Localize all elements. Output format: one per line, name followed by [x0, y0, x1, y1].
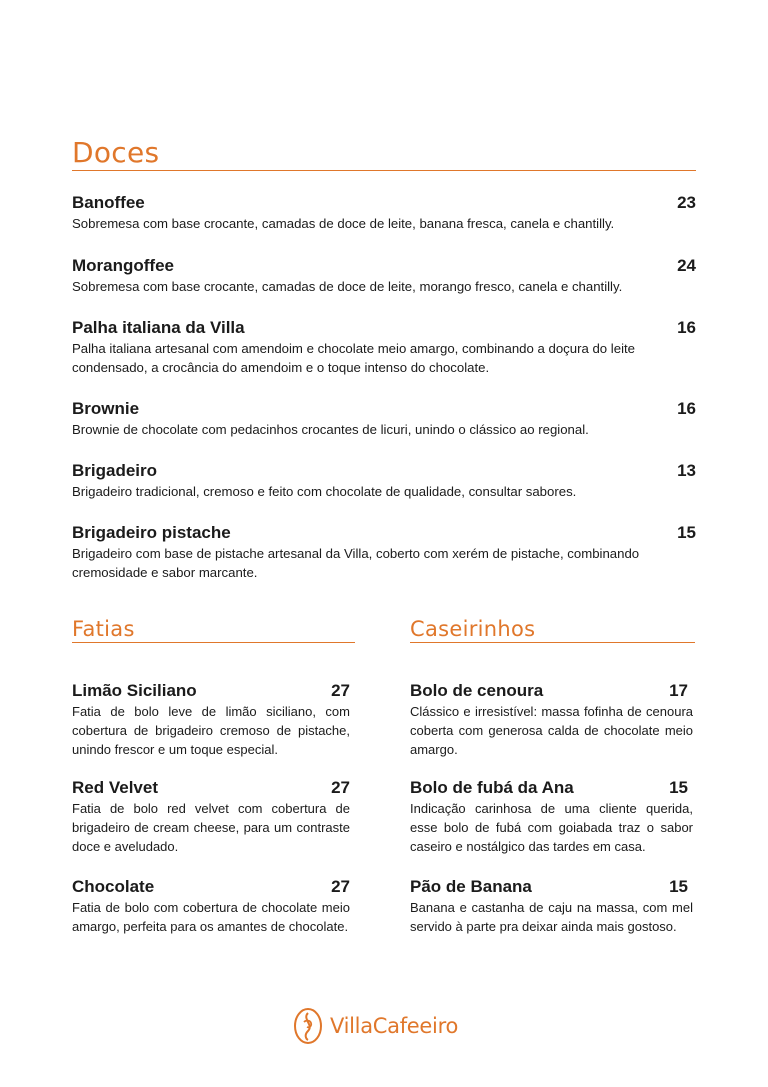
item-name: Limão Siciliano [72, 681, 197, 700]
item-name: Red Velvet [72, 778, 158, 797]
villa-cafeeiro-logo [292, 1006, 458, 1046]
item-price: 27 [331, 877, 350, 896]
menu-item [72, 876, 350, 936]
item-price: 27 [331, 778, 350, 797]
item-name: Bolo de cenoura [410, 681, 544, 700]
menu-item [72, 317, 696, 377]
item-name: Banoffee [72, 193, 145, 212]
menu-item [72, 680, 350, 759]
item-description: Clássico e irresistível: massa fofinha de cenoura coberta com generosa calda de chocolate meio amargo. [410, 704, 693, 757]
item-price: 15 [669, 778, 688, 797]
section-title-doces: Doces [72, 138, 696, 171]
menu-item [410, 777, 693, 856]
coffee-bean-icon [292, 1007, 324, 1045]
item-price: 27 [331, 681, 350, 700]
menu-item [72, 255, 696, 296]
item-description: Sobremesa com base crocante, camadas de doce de leite, morango fresco, canela e chantilly. [72, 279, 623, 294]
item-name: Brigadeiro [72, 461, 158, 480]
item-price: 15 [669, 877, 688, 896]
item-price: 15 [677, 523, 696, 542]
menu-item [72, 460, 696, 501]
item-description: Fatia de bolo com cobertura de chocolate meio amargo, perfeita para os amantes de chocolate. [72, 900, 350, 934]
item-description: Sobremesa com base crocante, camadas de doce de leite, banana fresca, canela e chantilly. [72, 216, 615, 231]
item-price: 24 [677, 256, 696, 275]
item-price: 17 [669, 681, 688, 700]
item-name: Chocolate [72, 877, 155, 896]
item-description: Banana e castanha de caju na massa, com mel servido à parte pra deixar ainda mais gostoso. [410, 900, 693, 934]
section-title-fatias: Fatias [72, 617, 355, 643]
menu-item [72, 398, 696, 439]
menu-item [72, 777, 350, 856]
item-name: Brigadeiro pistache [72, 523, 231, 542]
item-name: Brownie [72, 399, 140, 418]
item-price: 23 [677, 193, 696, 212]
item-price: 16 [677, 399, 696, 418]
item-description: Palha italiana artesanal com amendoim e chocolate meio amargo, combinando a doçura do leite condensado, a crocância do amendoim e o toque intenso do chocolate. [72, 341, 635, 375]
item-description: Brownie de chocolate com pedacinhos crocantes de licuri, unindo o clássico ao regional. [72, 422, 589, 437]
item-name: Bolo de fubá da Ana [410, 778, 574, 797]
item-description: Fatia de bolo red velvet com cobertura de brigadeiro de cream cheese, para um contraste doce e aveludado. [72, 801, 350, 854]
item-description: Brigadeiro com base de pistache artesanal da Villa, coberto com xerém de pistache, combinando cremosidade e sabor marcante. [72, 546, 640, 580]
menu-item [410, 680, 693, 759]
item-description: Indicação carinhosa de uma cliente querida, esse bolo de fubá com goiabada traz o sabor caseiro e nostálgico das tardes em casa. [410, 801, 693, 854]
item-name: Morangoffee [72, 256, 174, 275]
menu-item [410, 876, 693, 936]
item-price: 16 [677, 318, 696, 337]
item-price: 13 [677, 461, 696, 480]
item-description: Fatia de bolo leve de limão siciliano, com cobertura de brigadeiro cremoso de pistache, unindo frescor e um toque especial. [72, 704, 350, 757]
item-description: Brigadeiro tradicional, cremoso e feito com chocolate de qualidade, consultar sabores. [72, 484, 577, 499]
menu-item [72, 192, 696, 233]
section-title-caseirinhos: Caseirinhos [410, 617, 695, 643]
item-name: Pão de Banana [410, 877, 532, 896]
logo-text: VillaCafeeiro [330, 1014, 458, 1038]
menu-item [72, 522, 696, 582]
item-name: Palha italiana da Villa [72, 318, 245, 337]
